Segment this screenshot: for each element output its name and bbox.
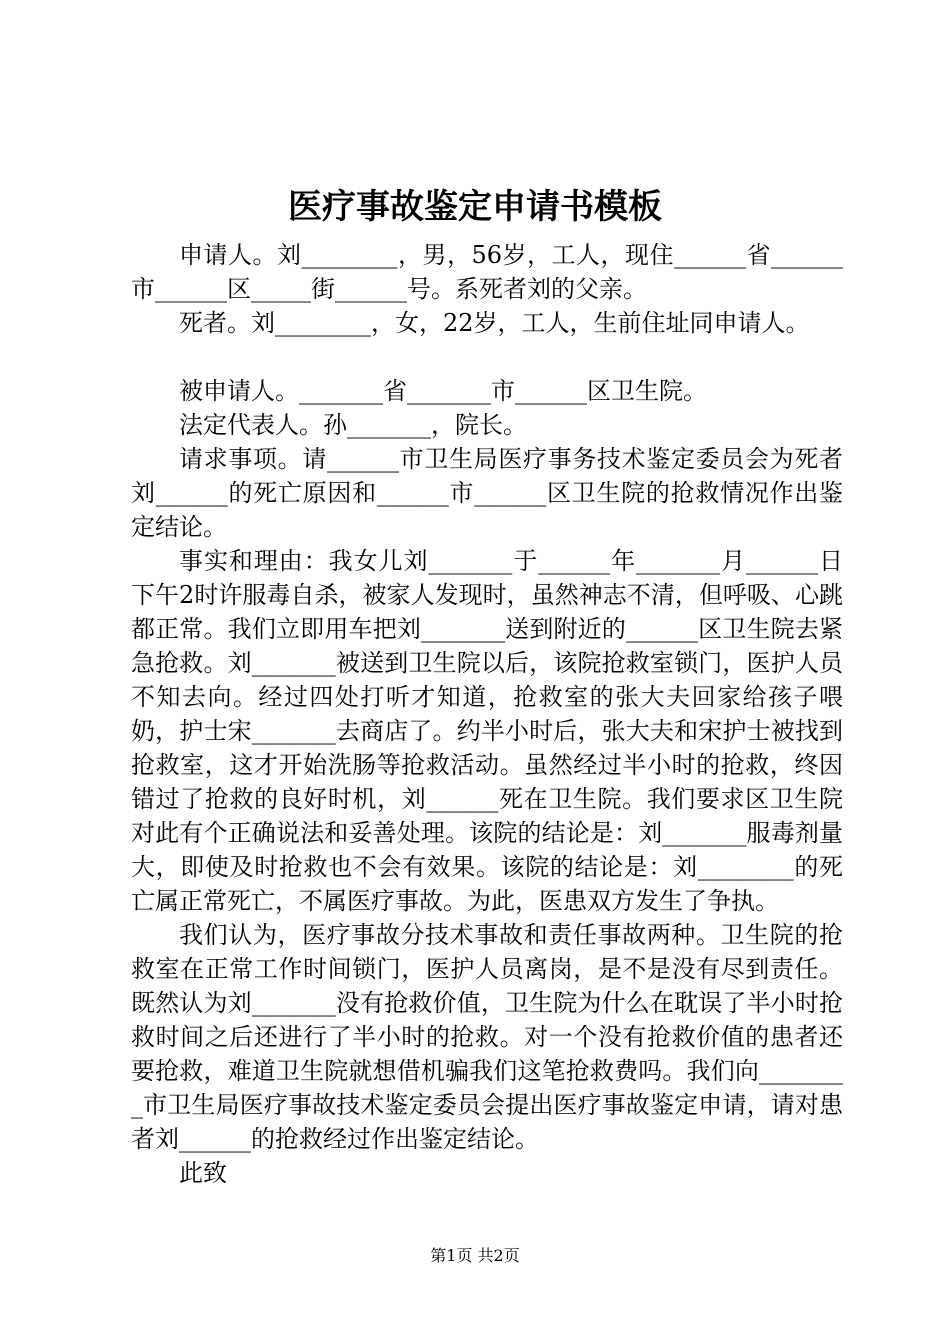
paragraph-respondent: 被申请人。_______省_______市______区卫生院。 (179, 377, 707, 405)
paragraph-applicant: 申请人。刘________，男，56岁，工人，现住______省______市______区_____街______号。系死者刘的父亲。 (131, 241, 843, 303)
paragraph-closing: 此致 (179, 1159, 227, 1187)
paragraph-request: 请求事项。请______市卫生局医疗事务技术鉴定委员会为死者刘______的死亡原因和______市______区卫生院的抢救情况作出鉴定结论。 (131, 445, 843, 541)
paragraph-deceased: 死者。刘________，女，22岁，工人，生前住址同申请人。 (179, 309, 810, 337)
paragraph-opinion: 我们认为，医疗事故分技术事故和责任事故两种。卫生院的抢救室在正常工作时间锁门，医护人员离岗，是不是没有尽到责任。既然认为刘_______没有抢救价值，卫生院为什么在耽误了半小时抢救时间之后还进行了半小时的抢救。对一个没有抢救价值的患者还要抢救，难道卫生院就想借机骗我们这笔抢救费吗。我们向________市卫生局医疗事故技术鉴定委员会提出医疗事故鉴定申请，请对患者刘______的抢救经过作出鉴定结论。 (131, 921, 843, 1153)
page-number: 第1页 共2页 (430, 1246, 520, 1265)
document-title: 医疗事故鉴定申请书模板 (288, 187, 662, 227)
paragraph-legal-representative: 法定代表人。孙_______，院长。 (179, 411, 527, 439)
document-body (131, 238, 843, 1190)
paragraph-facts-and-reasons: 事实和理由：我女儿刘_______于______年_______月______日下午2时许服毒自杀，被家人发现时，虽然神志不清，但呼吸、心跳都正常。我们立即用车把刘_______送到附近的______区卫生院去紧急抢救。刘_______被送到卫生院以后，该院抢救室锁门，医护人员不知去向。经过四处打听才知道，抢救室的张大夫回家给孩子喂奶，护士宋_______去商店了。约半小时后，张大夫和宋护士被找到抢救室，这才开始洗肠等抢救活动。虽然经过半小时的抢救，终因错过了抢救的良好时机，刘______死在卫生院。我们要求区卫生院对此有个正确说法和妥善处理。该院的结论是：刘_______服毒剂量大，即使及时抢救也不会有效果。该院的结论是：刘________的死亡属正常死亡，不属医疗事故。为此，医患双方发生了争执。 (131, 547, 843, 915)
